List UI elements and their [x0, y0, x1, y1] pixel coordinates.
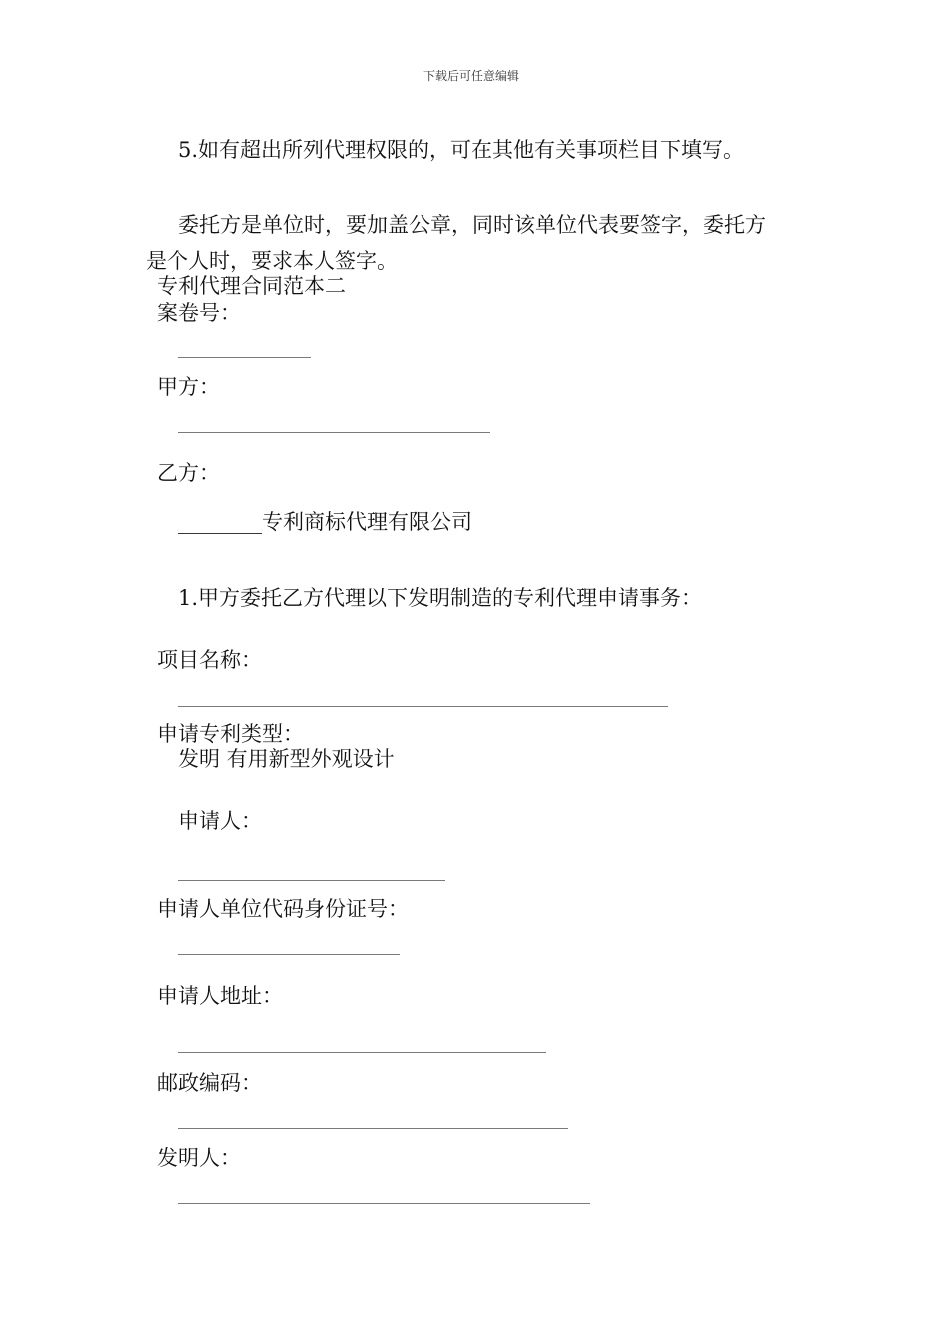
- patent-type-label: 申请专利类型：: [157, 722, 304, 746]
- applicant-label: 申请人：: [178, 809, 262, 833]
- inventor-blank: [178, 1203, 590, 1204]
- project-name-label: 项目名称：: [157, 648, 262, 672]
- party-b-label: 乙方：: [157, 461, 220, 485]
- applicant-address-label: 申请人地址：: [157, 984, 283, 1008]
- patent-type-options: 发明 有用新型外观设计: [178, 747, 395, 771]
- party-b-value: ________专利商标代理有限公司: [178, 510, 472, 534]
- item-5-text: 5.如有超出所列代理权限的，可在其他有关事项栏目下填写。: [178, 138, 745, 162]
- clause-1-text: 1.甲方委托乙方代理以下发明制造的专利代理申请事务：: [178, 586, 703, 610]
- note-line-2: 是个人时，要求本人签字。: [146, 249, 398, 273]
- applicant-address-blank: [178, 1052, 546, 1053]
- project-name-blank: [178, 706, 668, 707]
- document-title: 专利代理合同范本二: [157, 274, 346, 298]
- postal-code-label: 邮政编码：: [157, 1071, 262, 1095]
- inventor-label: 发明人：: [157, 1146, 241, 1170]
- case-number-label: 案卷号：: [157, 301, 241, 325]
- note-line-1: 委托方是单位时，要加盖公章，同时该单位代表要签字，委托方: [178, 213, 766, 237]
- applicant-code-label: 申请人单位代码身份证号：: [157, 897, 409, 921]
- party-a-label: 甲方：: [157, 375, 220, 399]
- party-a-blank: [178, 432, 490, 433]
- page-header: 下载后可任意编辑: [423, 69, 520, 83]
- case-number-blank: [178, 357, 311, 358]
- applicant-blank: [178, 880, 445, 881]
- postal-code-blank: [178, 1128, 568, 1129]
- applicant-code-blank: [178, 954, 400, 955]
